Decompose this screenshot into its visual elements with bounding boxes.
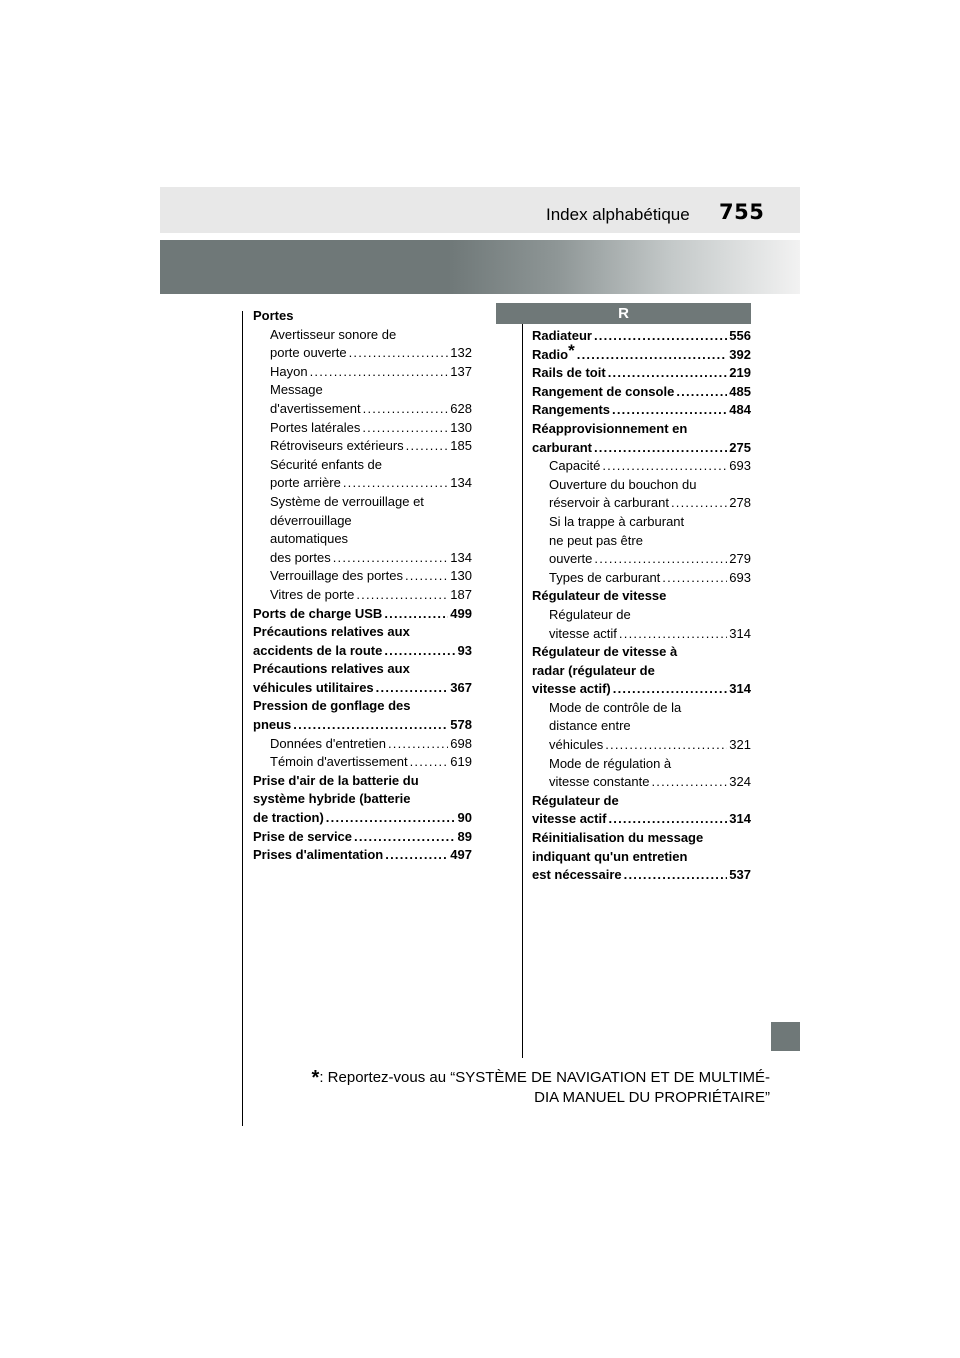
index-page-number: 278 xyxy=(729,495,751,511)
dot-leader xyxy=(343,474,448,493)
dot-leader xyxy=(384,605,448,624)
index-entry xyxy=(253,307,472,326)
footnote-line-1 xyxy=(300,1068,770,1088)
index-entry-text: Rangement de console xyxy=(532,383,675,399)
index-entry-text: Mode de régulation à xyxy=(549,755,672,771)
index-entry-last-line xyxy=(253,605,472,624)
index-entry-text: Données d'entretien xyxy=(270,735,386,751)
index-entry-last-line xyxy=(532,383,751,402)
index-page-number: 367 xyxy=(450,679,472,695)
dot-leader xyxy=(310,363,449,382)
index-entry-text: Régulateur de xyxy=(532,792,619,808)
index-entry xyxy=(532,401,751,420)
index-entry-last-line xyxy=(270,400,472,419)
index-entry-text: Sécurité enfants de xyxy=(270,456,383,472)
index-entry xyxy=(532,569,751,588)
index-entry-text: d'avertissement xyxy=(270,400,361,416)
footnote-marker: * xyxy=(568,340,575,360)
index-entry-text: porte arrière xyxy=(270,475,341,491)
index-entry-text: Prises d'alimentation xyxy=(253,847,384,863)
index-entry-text: véhicules xyxy=(549,737,604,753)
index-entry-text: de traction) xyxy=(253,810,324,826)
dot-leader xyxy=(619,625,727,644)
index-entry-text: Vitres de porte xyxy=(270,586,355,602)
index-entry xyxy=(532,364,751,383)
index-page-number: 90 xyxy=(457,810,472,826)
footnote-line-2: DIA MANUEL DU PROPRIÉTAIRE” xyxy=(534,1089,770,1106)
index-entry xyxy=(253,846,472,865)
dot-leader xyxy=(293,716,448,735)
index-entry-text: Portes latérales xyxy=(270,419,361,435)
index-page-number: 130 xyxy=(450,568,472,584)
index-page-number: 134 xyxy=(450,475,472,491)
index-entry-text: Verrouillage des portes xyxy=(270,568,403,584)
dot-leader xyxy=(624,866,728,885)
index-entry xyxy=(532,327,751,346)
dot-leader xyxy=(612,401,727,420)
index-entry xyxy=(532,476,751,513)
index-entry-text: Rails de toit xyxy=(532,365,606,381)
page-number: 755 xyxy=(719,200,765,224)
index-entry-text: Précautions relatives aux xyxy=(253,661,410,677)
index-entry-last-line xyxy=(532,340,751,365)
dot-leader xyxy=(385,846,448,865)
index-page-number: 693 xyxy=(729,458,751,474)
dot-leader xyxy=(608,810,727,829)
index-entry-last-line xyxy=(270,567,472,586)
header-title: Index alphabétique xyxy=(546,205,690,224)
index-entry-text: Régulateur de vitesse à xyxy=(532,644,678,660)
index-page-number: 485 xyxy=(729,383,751,399)
index-page-number: 132 xyxy=(450,345,472,361)
dot-leader xyxy=(662,569,727,588)
column-divider xyxy=(522,311,523,1058)
index-entry xyxy=(253,660,472,697)
dot-leader xyxy=(356,586,448,605)
index-entry-text: système hybride (batterie xyxy=(253,791,411,807)
index-entry-text: ouverte xyxy=(549,551,593,567)
index-entry xyxy=(532,420,751,457)
index-entry-text: distance entre xyxy=(549,718,631,734)
index-entry-text: Témoin d'avertissement xyxy=(270,754,408,770)
index-page-number: 137 xyxy=(450,363,472,379)
index-entry-last-line xyxy=(549,550,751,569)
index-entry-text: ne peut pas être xyxy=(549,532,643,548)
index-entry xyxy=(532,340,751,365)
index-page-number: 275 xyxy=(729,439,751,455)
dot-leader xyxy=(362,419,448,438)
dot-leader xyxy=(410,753,449,772)
index-entry-last-line xyxy=(253,809,472,828)
index-entry-text: réservoir à carburant xyxy=(549,495,669,511)
index-entry-text: pneus xyxy=(253,717,292,733)
dot-leader xyxy=(613,680,728,699)
index-entry-text: Régulateur de xyxy=(549,606,631,622)
index-entry-last-line xyxy=(270,586,472,605)
index-entry-text: vitesse actif) xyxy=(532,681,611,697)
dot-leader xyxy=(363,400,449,419)
index-entry-last-line xyxy=(253,846,472,865)
header-band xyxy=(160,187,800,233)
index-entry-last-line xyxy=(532,327,751,346)
index-entry-last-line xyxy=(532,680,751,699)
index-entry-last-line xyxy=(549,457,751,476)
index-entry-text: déverrouillage xyxy=(270,512,352,528)
index-entry xyxy=(253,623,472,660)
index-entry-text: vitesse actif xyxy=(532,811,607,827)
index-entry-text: des portes xyxy=(270,549,331,565)
index-page-number: 537 xyxy=(729,867,751,883)
index-entry-text: Réapprovisionnement en xyxy=(532,420,688,436)
index-column-right xyxy=(532,327,751,885)
index-entry-text: Prise d'air de la batterie du xyxy=(253,772,419,788)
dot-leader xyxy=(326,809,456,828)
dot-leader xyxy=(671,494,727,513)
index-entry-text: Rétroviseurs extérieurs xyxy=(270,438,404,454)
index-entry xyxy=(532,383,751,402)
index-entry xyxy=(253,586,472,605)
index-page-number: 698 xyxy=(450,735,472,751)
index-entry xyxy=(532,457,751,476)
index-entry-text: Types de carburant xyxy=(549,569,661,585)
index-entry xyxy=(253,828,472,847)
dot-leader xyxy=(384,642,455,661)
index-entry xyxy=(253,363,472,382)
header-gradient-bar xyxy=(160,240,800,294)
index-entry-last-line xyxy=(532,439,751,458)
index-entry-text: Portes xyxy=(253,308,294,323)
index-entry-text: Rangements xyxy=(532,402,611,418)
index-entry xyxy=(532,606,751,643)
index-page-number: 130 xyxy=(450,419,472,435)
index-entry-text: véhicules utilitaires xyxy=(253,679,374,695)
index-page-number: 185 xyxy=(450,438,472,454)
index-entry-text: automatiques xyxy=(270,531,349,547)
index-entry-last-line xyxy=(270,549,472,568)
index-entry-last-line xyxy=(549,569,751,588)
index-entry xyxy=(253,493,472,567)
index-entry xyxy=(532,792,751,829)
dot-leader xyxy=(349,344,449,363)
index-entry-last-line xyxy=(270,474,472,493)
index-entry xyxy=(532,643,751,699)
dot-leader xyxy=(651,773,727,792)
index-entry-last-line xyxy=(270,419,472,438)
index-entry xyxy=(253,605,472,624)
index-entry xyxy=(532,513,751,569)
index-entry-last-line xyxy=(253,679,472,698)
index-entry-text: Réinitialisation du message xyxy=(532,830,704,846)
dot-leader xyxy=(605,736,727,755)
index-page-number: 499 xyxy=(450,605,472,621)
index-entry-text: Avertisseur sonore de xyxy=(270,326,397,342)
index-page-number: 578 xyxy=(450,717,472,733)
chapter-thumb-tab xyxy=(771,1022,800,1051)
index-entry-text: Si la trappe à carburant xyxy=(549,513,685,529)
index-entry-text: indiquant qu'un entretien xyxy=(532,848,688,864)
footnote-text-1: : Reportez-vous au “SYSTÈME DE NAVIGATION ET DE MULTIMÉ- xyxy=(319,1069,770,1086)
index-page-number: 628 xyxy=(450,400,472,416)
dot-leader xyxy=(406,437,449,456)
index-entry-text: Régulateur de vitesse xyxy=(532,588,667,604)
index-page-number: 187 xyxy=(450,586,472,602)
index-entry-text: est nécessaire xyxy=(532,867,622,883)
index-entry xyxy=(253,772,472,828)
dot-leader xyxy=(388,735,448,754)
index-entry-last-line xyxy=(253,828,472,847)
dot-leader xyxy=(333,549,449,568)
index-entry xyxy=(253,697,472,734)
footnote-star: * xyxy=(311,1067,320,1089)
index-entry-text: vitesse actif xyxy=(549,625,617,641)
index-page-number: 392 xyxy=(729,346,751,362)
index-entry-text: vitesse constante xyxy=(549,774,650,790)
index-entry xyxy=(253,419,472,438)
index-entry-text: Hayon xyxy=(270,363,308,379)
index-entry xyxy=(253,437,472,456)
index-entry-text: radar (régulateur de xyxy=(532,662,655,678)
dot-leader xyxy=(594,550,727,569)
index-entry-text: Système de verrouillage et xyxy=(270,493,424,509)
index-entry-last-line xyxy=(253,716,472,735)
left-margin-rule xyxy=(242,311,243,1126)
index-page-number: 314 xyxy=(729,681,751,697)
index-entry-text: accidents de la route xyxy=(253,642,383,658)
index-entry xyxy=(253,456,472,493)
index-entry xyxy=(253,735,472,754)
index-entry-text: Capacité xyxy=(549,458,601,474)
index-page-number: 556 xyxy=(729,328,751,343)
index-entry-last-line xyxy=(253,642,472,661)
index-entry-last-line xyxy=(532,866,751,885)
index-page-number: 324 xyxy=(729,774,751,790)
index-entry-last-line xyxy=(549,773,751,792)
section-letter-header: R xyxy=(496,303,751,324)
index-entry-text: Prise de service xyxy=(253,828,353,844)
index-entry-text: Radio* xyxy=(532,340,575,362)
index-entry-last-line xyxy=(532,810,751,829)
dot-leader xyxy=(608,364,728,383)
index-entry-last-line xyxy=(270,753,472,772)
index-entry xyxy=(532,587,751,606)
dot-leader xyxy=(602,457,727,476)
footnote xyxy=(300,1068,770,1108)
index-entry xyxy=(253,326,472,363)
index-entry-last-line xyxy=(549,625,751,644)
index-entry-text: Pression de gonflage des xyxy=(253,698,411,714)
dot-leader xyxy=(354,828,456,847)
index-entry-last-line xyxy=(270,344,472,363)
index-page-number: 484 xyxy=(729,402,751,418)
index-entry-last-line xyxy=(532,401,751,420)
index-entry xyxy=(532,699,751,755)
index-entry xyxy=(253,381,472,418)
index-page-number: 219 xyxy=(729,365,751,381)
index-page-number: 314 xyxy=(729,625,751,641)
index-entry-text: Précautions relatives aux xyxy=(253,624,410,640)
dot-leader xyxy=(594,327,727,346)
index-entry-last-line xyxy=(270,437,472,456)
index-entry xyxy=(532,755,751,792)
index-entry xyxy=(253,753,472,772)
index-entry-text: Ports de charge USB xyxy=(253,605,383,621)
index-entry xyxy=(253,567,472,586)
dot-leader xyxy=(376,679,449,698)
index-entry-last-line xyxy=(532,364,751,383)
index-page-number: 314 xyxy=(729,811,751,827)
index-entry-text: Radiateur xyxy=(532,328,592,343)
dot-leader xyxy=(577,346,728,365)
index-page-number: 497 xyxy=(450,847,472,863)
index-entry-text: porte ouverte xyxy=(270,345,347,361)
index-page-number: 693 xyxy=(729,569,751,585)
dot-leader xyxy=(594,439,727,458)
index-entry-text: carburant xyxy=(532,439,592,455)
index-entry-text: Message xyxy=(270,382,323,398)
index-entry-last-line xyxy=(549,736,751,755)
index-page-number: 321 xyxy=(729,737,751,753)
dot-leader xyxy=(405,567,448,586)
index-entry-last-line xyxy=(549,494,751,513)
index-entry xyxy=(532,829,751,885)
index-page-number: 93 xyxy=(457,642,472,658)
index-page-number: 134 xyxy=(450,549,472,565)
index-entry-text: Mode de contrôle de la xyxy=(549,699,682,715)
index-column-left xyxy=(253,307,472,865)
index-page-number: 279 xyxy=(729,551,751,567)
index-entry-last-line xyxy=(270,363,472,382)
index-entry-text: Ouverture du bouchon du xyxy=(549,476,697,492)
index-page-number: 619 xyxy=(450,754,472,770)
dot-leader xyxy=(676,383,727,402)
index-page-number: 89 xyxy=(457,828,472,844)
index-entry-last-line xyxy=(270,735,472,754)
